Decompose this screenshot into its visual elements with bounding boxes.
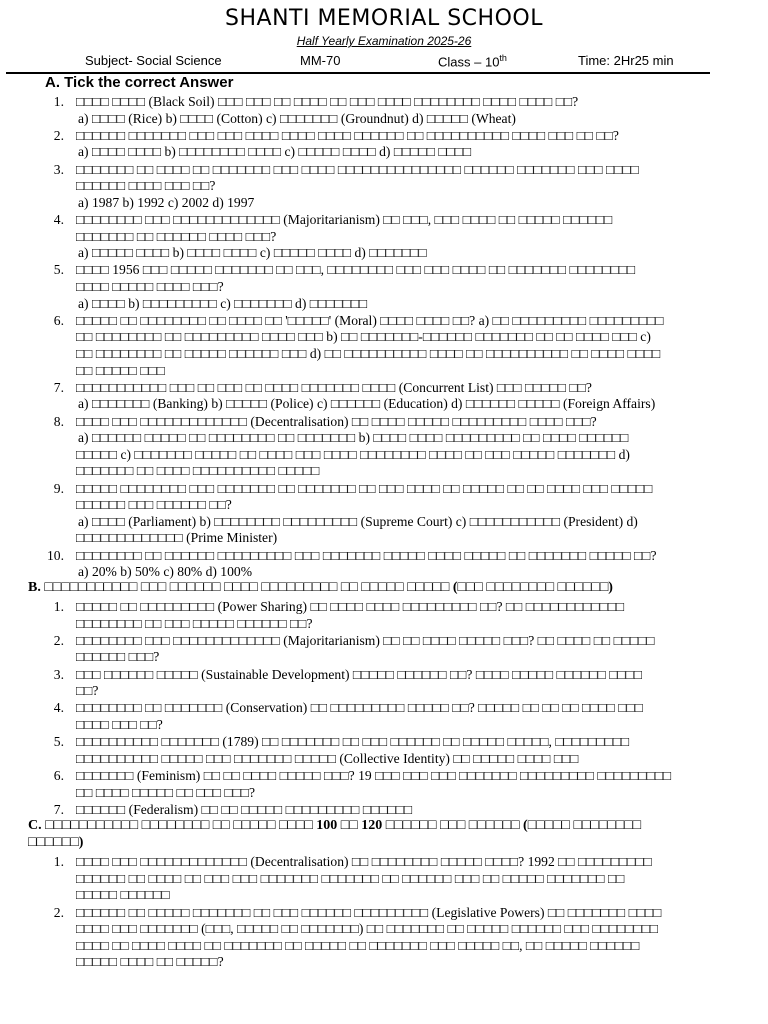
question-number: 9. xyxy=(53,480,64,496)
question-text: □□□□□□□□ □□ □□□□□□□ (Conservation) □□ □□□□□□□□□ □□□□□ □□? □□□□□ □□ □□ □□ □□□□ □□□ xyxy=(76,700,643,716)
answer-options: a) □□□□ (Rice) b) □□□□ (Cotton) c) □□□□□□□ (Groundnut) d) □□□□□ (Wheat) xyxy=(78,110,516,126)
question-text: □□□□□□□□□□ □□□□□□□ (1789) □□ □□□□□□□ □□ □□□ □□□□□□ □□ □□□□□ □□□□□, □□□□□□□□□ xyxy=(76,734,630,750)
question-text: □□ □□□□□ □□□ xyxy=(76,362,165,378)
question-number: 4. xyxy=(53,700,64,716)
question-text: □□□□□ □□ □□□□□□□□□ (Power Sharing) □□ □□□□ □□□□ □□□□□□□□□ □□? □□ □□□□□□□□□□□□ xyxy=(76,599,625,614)
answer-options: a) □□□□ b) □□□□□□□□□ c) □□□□□□□ d) □□□□□□□ xyxy=(78,295,368,311)
question-number: 2. xyxy=(53,904,64,920)
question-text: □□□□□ □□□□□□□□ □□□ □□□□□□□ □□ □□□□□□□ □□ □□□ □□□□ □□ □□□□□ □□ □□ □□□□ □□□ □□□□□ xyxy=(76,480,653,496)
class-label xyxy=(438,53,507,69)
question-text: □□□□□□□ □□ □□□□□□ □□□□ □□□? xyxy=(76,228,277,244)
question-text: □□□□ 1956 □□□ □□□□□ □□□□□□□ □□ □□□, □□□□□□□□ □□□ □□□ □□□□ □□ □□□□□□□ □□□□□□□□ xyxy=(76,262,636,278)
max-marks: MM-70 xyxy=(300,53,341,68)
question-number: 1. xyxy=(53,599,64,614)
question-text: □□□□□□□□□□ □□□□□ □□□ □□□□□□□ □□□□□ (Collective Identity) □□ □□□□□ □□□□ □□□ xyxy=(76,750,579,766)
question-text: □□□□ □□□□ (Black Soil) □□□ □□□ □□ □□□□ □□ □□□ □□□□ □□□□□□□□ □□□□ □□□□ □□? xyxy=(76,94,579,109)
section-c-title-line: C. □□□□□□□□□□□ □□□□□□□□ □□ □□□□□ □□□□ 100 □□ 120 □□□□□□ □□□ □□□□□□ (□□□□□ □□□□□□□□ xyxy=(28,818,642,833)
answer-options: a) □□□□ (Parliament) b) □□□□□□□□ □□□□□□□□□ (Supreme Court) c) □□□□□□□□□□□ (President) d) xyxy=(78,513,638,529)
question-text: □□□□□ □□ □□□□□□□□ □□ □□□□ □□ '□□□□□' (Moral) □□□□ □□□□ □□? a) □□ □□□□□□□□□ □□□□□□□□□ xyxy=(76,312,664,328)
question-number: 7. xyxy=(53,801,64,817)
answer-options: a) □□□□□□ □□□□□ □□ □□□□□□□□ □□ □□□□□□□ b) □□□□ □□□□ □□□□□□□□□ □□ □□□□ □□□□□□ xyxy=(78,430,629,446)
subject-label: Subject- Social Science xyxy=(85,53,222,68)
question-number: 1. xyxy=(53,854,64,870)
question-text: □□□□□□□□ □□□ □□□□□□□□□□□□□ (Majoritarianism) □□ □□ □□□□ □□□□□ □□□? □□ □□□□ □□ □□□□□ xyxy=(76,632,655,648)
question-text: □□□ □□□□□□ □□□□□ (Sustainable Development) □□□□□ □□□□□□ □□? □□□□ □□□□□ □□□□□□ □□□□ xyxy=(76,666,643,682)
answer-options: a) □□□□□□□ (Banking) b) □□□□□ (Police) c) □□□□□□ (Education) d) □□□□□□ □□□□□ (Foreign Affairs) xyxy=(78,396,656,412)
question-text: □□□□□□ □□□□□□□ □□□ □□□ □□□□ □□□□ □□□□ □□□□□□ □□ □□□□□□□□□□ □□□□ □□□ □□ □□? xyxy=(76,127,619,143)
question-number: 8. xyxy=(53,413,64,429)
question-number: 4. xyxy=(53,212,64,227)
section-b-title: B. □□□□□□□□□□□ □□□ □□□□□□ □□□□ □□□□□□□□□ □□ □□□□□ □□□□□ (□□□ □□□□□□□□ □□□□□□) xyxy=(28,580,613,596)
question-text: □□□□ □□□ □□? xyxy=(76,717,163,732)
question-text: □□□□□□□ (Feminism) □□ □□ □□□□ □□□□□ □□□? 19 □□□ □□□ □□□ □□□□□□□ □□□□□□□□□ □□□□□□□□□ xyxy=(76,768,672,783)
answer-options: a) 1987 b) 1992 c) 2002 d) 1997 xyxy=(78,194,255,210)
answer-options: a) 20% b) 50% c) 80% d) 100% xyxy=(78,564,253,580)
question-text: □□□□□□ □□□ □□□□□□ □□? xyxy=(76,497,232,513)
question-text: □□□□□□□□ □□ □□□ □□□□□ □□□□□□ □□? xyxy=(76,615,313,631)
answer-options: a) □□□□□ □□□□ b) □□□□ □□□□ c) □□□□□ □□□□ d) □□□□□□□ xyxy=(78,245,427,261)
question-text: □□□□□□ □□□□ □□□ □□? xyxy=(76,178,216,194)
question-text: □□ □□□□□□□□ □□ □□□□□ □□□□□□ □□□ d) □□ □□□□□□□□□□ □□□□ □□ □□□□□□□□□□ □□ □□□□ □□□□ xyxy=(76,346,661,361)
question-text: □□□□□ □□□□ □□ □□□□□? xyxy=(76,954,224,970)
question-text: □□□□□□ □□ □□□□□ □□□□□□□ □□ □□□ □□□□□□ □□□□□□□□□ (Legislative Powers) □□ □□□□□□□ □□□□ xyxy=(76,904,662,920)
section-c-title-line: □□□□□□) xyxy=(28,834,84,850)
question-number: 3. xyxy=(53,666,64,682)
question-number: 2. xyxy=(53,127,64,143)
question-number: 3. xyxy=(53,161,64,177)
question-text: □□□□ □□□ □□□□□□□ (□□□, □□□□□ □□ □□□□□□□) □□ □□□□□□□ □□ □□□□□ □□□□□□ □□□ □□□□□□□□ xyxy=(76,921,659,937)
question-text: □□□□□□□□□□□□□ (Prime Minister) xyxy=(76,530,278,546)
time-label: Time: 2Hr25 min xyxy=(578,53,674,68)
question-number: 10. xyxy=(47,547,64,563)
exam-title: Half Yearly Examination 2025-26 xyxy=(296,34,472,48)
question-text: □□ □□□□□□□□ □□ □□□□□□□□□ □□□□ □□□ b) □□ □□□□□□□-□□□□□□ □□□□□□□ □□ □□ □□□□ □□□ c) xyxy=(76,329,651,345)
question-number: 5. xyxy=(53,734,64,750)
question-text: □□□□ □□□ □□□□□□□□□□□□□ (Decentralisation) □□ □□□□□□□□ □□□□□ □□□□? 1992 □□ □□□□□□□□□ xyxy=(76,854,652,870)
section-a-title: A. Tick the correct Answer xyxy=(45,74,234,91)
question-text: □□□□□□□□□□□ □□□ □□ □□□ □□ □□□□ □□□□□□□ □□□□ (Concurrent List) □□□ □□□□□ □□? xyxy=(76,379,592,395)
question-number: 7. xyxy=(53,379,64,395)
question-text: □□□□ □□□ □□□□□□□□□□□□□ (Decentralisation) □□ □□□□ □□□□□ □□□□□□□□□ □□□□ □□□? xyxy=(76,413,597,429)
school-name: SHANTI MEMORIAL SCHOOL xyxy=(225,6,543,31)
question-text: □□□□□□ □□□? xyxy=(76,649,160,665)
question-text: □□□□□□□ □□ □□□□ □□ □□□□□□□ □□□ □□□□ □□□□□□□□□□□□□□□ □□□□□□ □□□□□□□ □□□ □□□□ xyxy=(76,161,639,177)
question-text: □□□□□ c) □□□□□□□ □□□□□ □□ □□□□ □□□ □□□□ □□□□□□□□ □□□□ □□ □□□ □□□□□ □□□□□□□ d) xyxy=(76,446,630,462)
question-text: □□? xyxy=(76,683,99,699)
question-text: □□□□□□ (Federalism) □□ □□ □□□□□ □□□□□□□□□ □□□□□□ xyxy=(76,801,413,817)
question-text: □□□□□ □□□□□□ xyxy=(76,887,170,903)
question-number: 2. xyxy=(53,632,64,648)
question-number: 6. xyxy=(53,768,64,783)
question-text: □□□□ □□ □□□□ □□□□ □□ □□□□□□□ □□ □□□□□ □□ □□□□□□□ □□□ □□□□□ □□, □□ □□□□□ □□□□□□ xyxy=(76,937,640,953)
question-text: □□□□ □□□□□ □□□□ □□□? xyxy=(76,279,224,294)
class-superscript: th xyxy=(499,53,507,63)
question-text: □□□□□□□□ □□□ □□□□□□□□□□□□□ (Majoritarianism) □□ □□□, □□□ □□□□ □□ □□□□□ □□□□□□ xyxy=(76,212,613,227)
question-text: □□ □□□□ □□□□□ □□ □□□ □□□? xyxy=(76,784,256,800)
question-number: 6. xyxy=(53,312,64,328)
answer-options: a) □□□□ □□□□ b) □□□□□□□□ □□□□ c) □□□□□ □□□□ d) □□□□□ □□□□ xyxy=(78,144,472,160)
class-text: Class – 10 xyxy=(438,54,500,70)
question-text: □□□□□□ □□ □□□□ □□ □□□ □□□ □□□□□□□ □□□□□□□ □□ □□□□□□ □□□ □□ □□□□□ □□□□□□□ □□ xyxy=(76,870,625,886)
question-text: □□□□□□□ □□ □□□□ □□□□□□□□□□ □□□□□ xyxy=(76,463,320,479)
question-number: 1. xyxy=(53,94,64,109)
question-number: 5. xyxy=(53,262,64,278)
question-text: □□□□□□□□ □□ □□□□□□ □□□□□□□□□ □□□ □□□□□□□ □□□□□ □□□□ □□□□□ □□ □□□□□□□ □□□□□ □□? xyxy=(76,547,657,563)
